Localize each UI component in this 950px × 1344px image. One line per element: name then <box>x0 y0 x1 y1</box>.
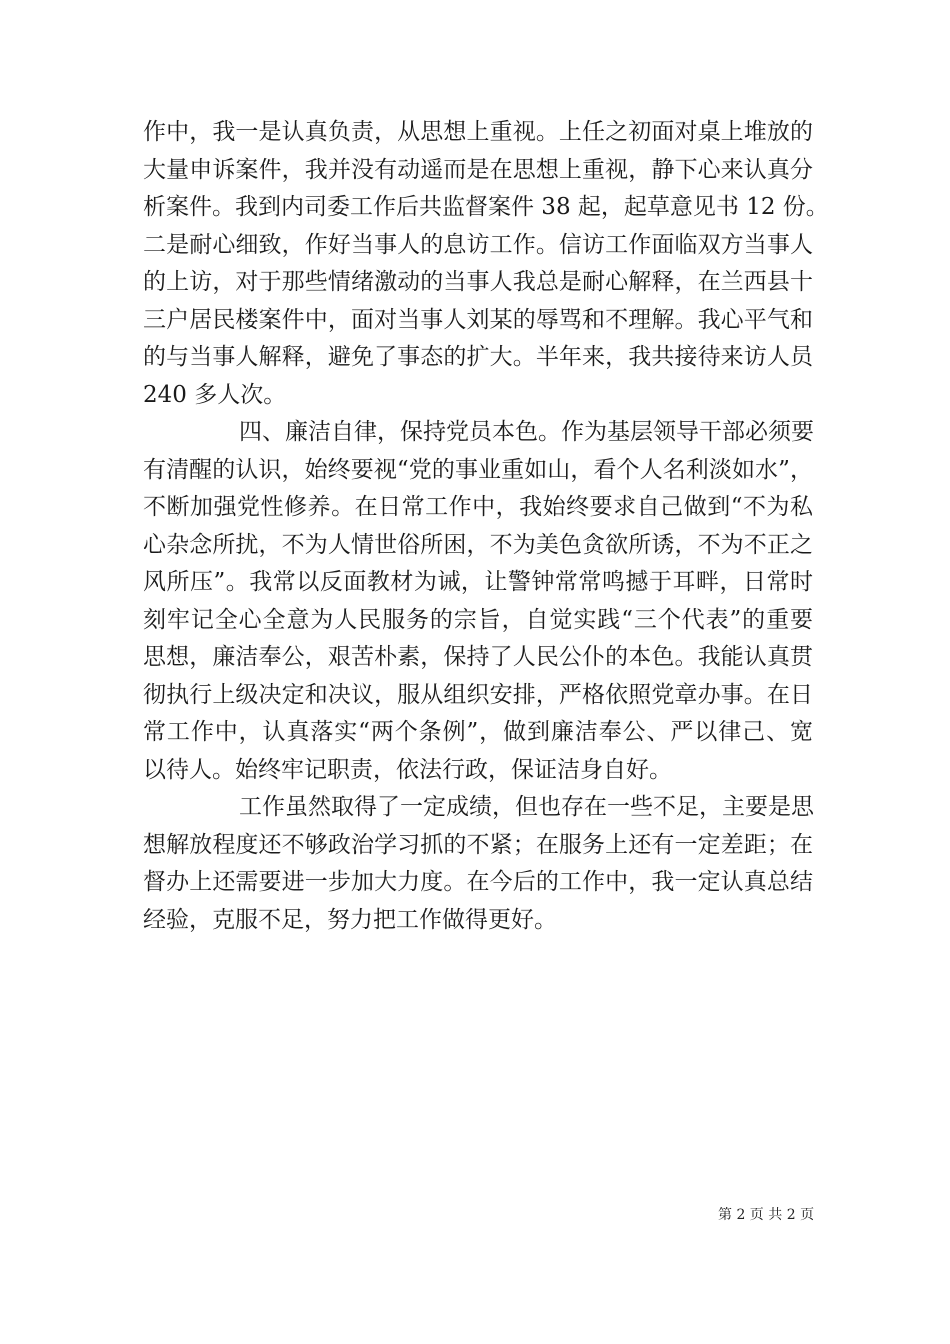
text-line: 析案件。我到内司委工作后共监督案件 38 起，起草意见书 12 份。 <box>143 194 829 220</box>
paragraph-p1 <box>143 114 829 414</box>
text-line: 彻执行上级决定和决议，服从组织安排，严格依照党章办事。在日 <box>143 681 813 708</box>
text-line: 不断加强党性修养。在日常工作中，我始终要求自己做到“不为私 <box>143 494 813 520</box>
text-line: 大量申诉案件，我并没有动遥而是在思想上重视，静下心来认真分 <box>143 156 813 183</box>
text-line: 四、廉洁自律，保持党员本色。作为基层领导干部必须要 <box>239 419 814 445</box>
paragraph-p2 <box>143 414 813 789</box>
text-line: 以待人。始终牢记职责，依法行政，保证洁身自好。 <box>143 756 672 783</box>
document-body <box>143 114 829 939</box>
text-line: 的与当事人解释，避免了事态的扩大。半年来，我共接待来访人员 <box>143 344 813 370</box>
text-line: 常工作中，认真落实“两个条例”，做到廉洁奉公、严以律己、宽 <box>143 719 813 745</box>
text-line: 的上访，对于那些情绪激动的当事人我总是耐心解释，在兰西县十 <box>143 269 813 295</box>
text-line: 想解放程度还不够政治学习抓的不紧；在服务上还有一定差距；在 <box>143 831 813 858</box>
text-line: 思想，廉洁奉公，艰苦朴素，保持了人民公仆的本色。我能认真贯 <box>143 644 813 670</box>
text-line: 工作虽然取得了一定成绩，但也存在一些不足，主要是思 <box>239 794 814 820</box>
text-line: 有清醒的认识，始终要视“党的事业重如山，看个人名利淡如水”， <box>143 456 813 483</box>
text-line: 240 多人次。 <box>143 381 287 408</box>
text-line: 经验，克服不足，努力把工作做得更好。 <box>143 906 557 933</box>
text-line: 刻牢记全心全意为人民服务的宗旨，自觉实践“三个代表”的重要 <box>143 606 813 633</box>
paragraph-p3 <box>143 789 813 939</box>
text-line: 作中，我一是认真负责，从思想上重视。上任之初面对桌上堆放的 <box>143 119 813 145</box>
text-line: 二是耐心细致，作好当事人的息访工作。信访工作面临双方当事人 <box>143 231 813 258</box>
text-line: 三户居民楼案件中，面对当事人刘某的辱骂和不理解。我心平气和 <box>143 306 813 333</box>
page-number-footer: 第 2 页 共 2 页 <box>718 1207 815 1223</box>
text-line: 风所压”。我常以反面教材为诫，让警钟常常鸣撼于耳畔，日常时 <box>143 569 813 595</box>
text-line: 心杂念所扰，不为人情世俗所困，不为美色贪欲所诱，不为不正之 <box>143 531 813 558</box>
text-line: 督办上还需要进一步加大力度。在今后的工作中，我一定认真总结 <box>143 869 813 895</box>
